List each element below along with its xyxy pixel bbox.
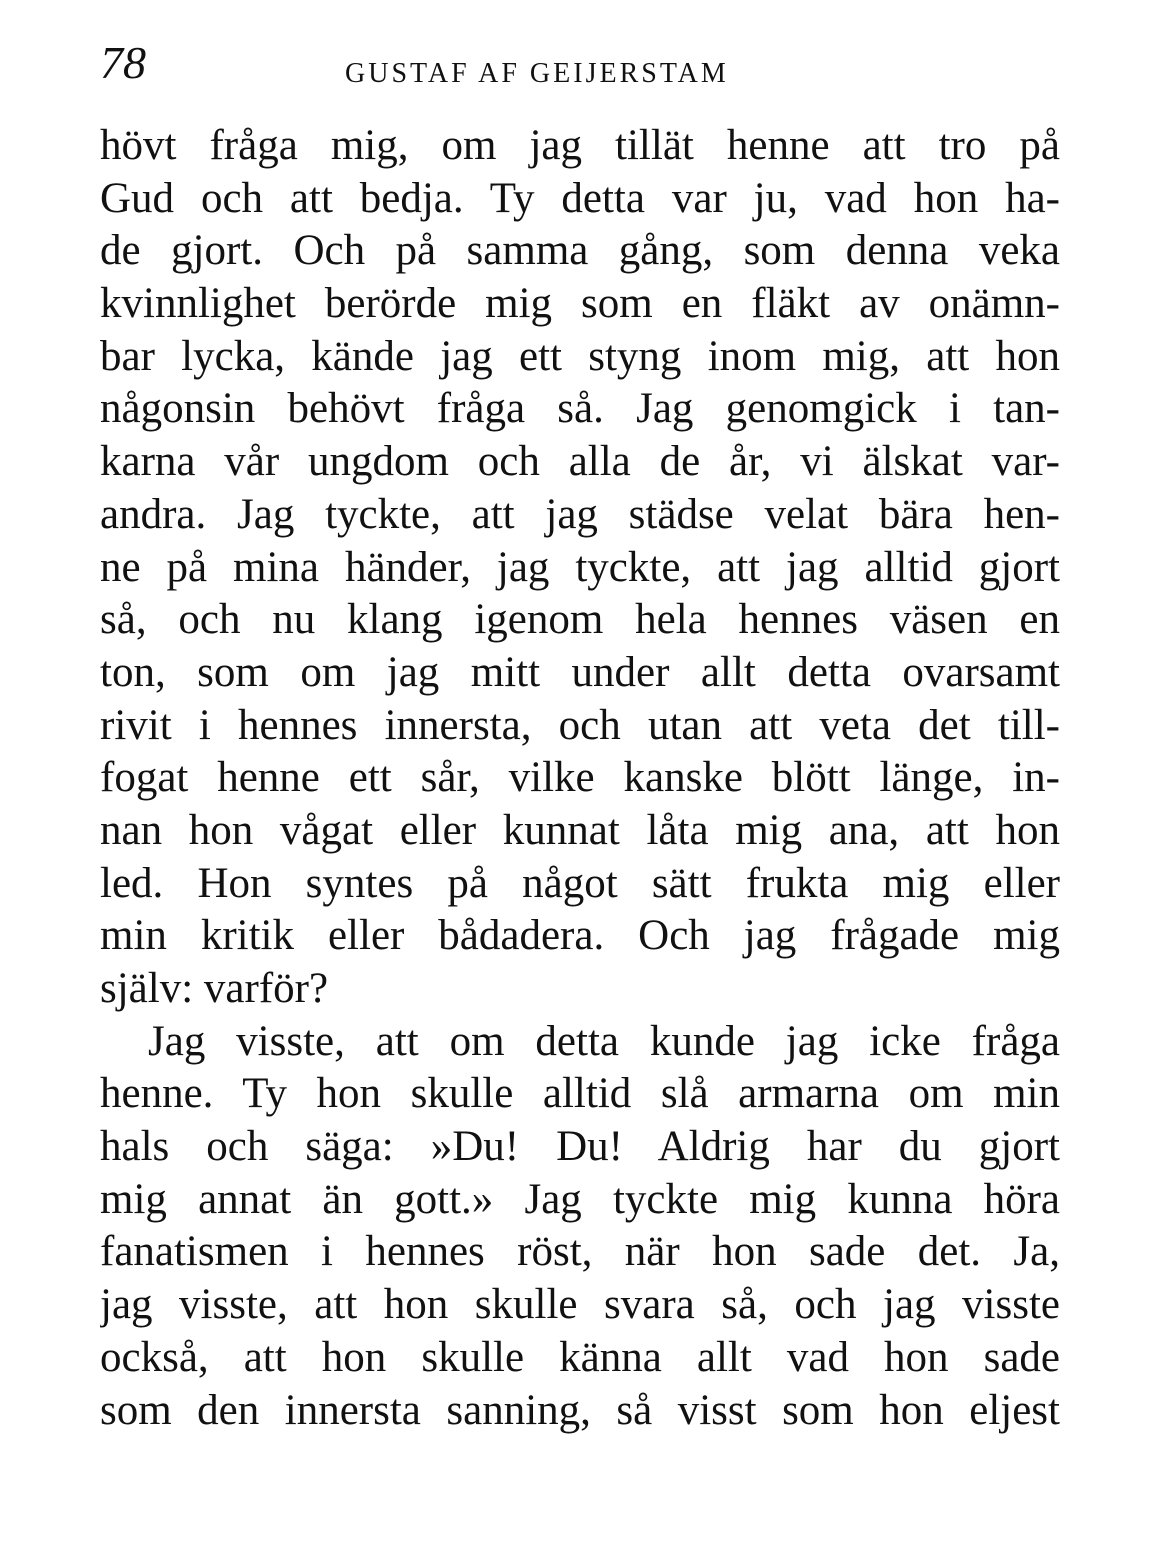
text-line: fogat henne ett sår, vilke kanske blött länge, in-: [100, 754, 1060, 802]
text-line: nan hon vågat eller kunnat låta mig ana, att hon: [100, 806, 1060, 854]
text-line: fanatismen i hennes röst, när hon sade det. Ja,: [100, 1228, 1060, 1276]
text-line: karna vår ungdom och alla de år, vi älskat var-: [100, 438, 1060, 486]
text-line: någonsin behövt fråga så. Jag genomgick i tan-: [100, 385, 1060, 433]
text-line: andra. Jag tyckte, att jag städse velat bära hen-: [100, 490, 1060, 538]
text-line: ne på mina händer, jag tyckte, att jag alltid gjort: [100, 543, 1060, 591]
text-line: hals och säga: »Du! Du! Aldrig har du gjort: [100, 1123, 1060, 1171]
text-line: de gjort. Och på samma gång, som denna veka: [100, 227, 1060, 275]
text-line: hövt fråga mig, om jag tillät henne att tro på: [100, 122, 1060, 169]
body-text: [100, 120, 1060, 1437]
text-line: också, att hon skulle känna allt vad hon sade: [100, 1333, 1060, 1381]
text-line: Gud och att bedja. Ty detta var ju, vad hon ha-: [100, 174, 1060, 222]
page-header: [100, 37, 1060, 100]
running-head: GUSTAF AF GEIJERSTAM: [345, 58, 729, 89]
text-line: min kritik eller bådadera. Och jag frågade mig: [100, 912, 1060, 960]
text-line: jag visste, att hon skulle svara så, och jag visste: [100, 1281, 1060, 1329]
text-line: led. Hon syntes på något sätt frukta mig eller: [100, 859, 1060, 907]
text-line: kvinnlighet berörde mig som en fläkt av onämn-: [100, 280, 1060, 328]
text-line: bar lycka, kände jag ett styng inom mig, att hon: [100, 332, 1060, 380]
text-line: Jag visste, att om detta kunde jag icke fråga: [148, 1017, 1060, 1065]
text-line: ton, som om jag mitt under allt detta ovarsamt: [100, 648, 1060, 696]
text-line: rivit i hennes innersta, och utan att veta det till-: [100, 701, 1060, 749]
page-number: 78: [100, 37, 146, 88]
text-line: själv: varför?: [100, 965, 329, 1012]
text-line: henne. Ty hon skulle alltid slå armarna om min: [100, 1070, 1060, 1118]
text-line: som den innersta sanning, så visst som hon eljest: [100, 1386, 1060, 1434]
text-line: mig annat än gott.» Jag tyckte mig kunna höra: [100, 1175, 1060, 1223]
text-line: så, och nu klang igenom hela hennes väsen en: [100, 596, 1060, 644]
